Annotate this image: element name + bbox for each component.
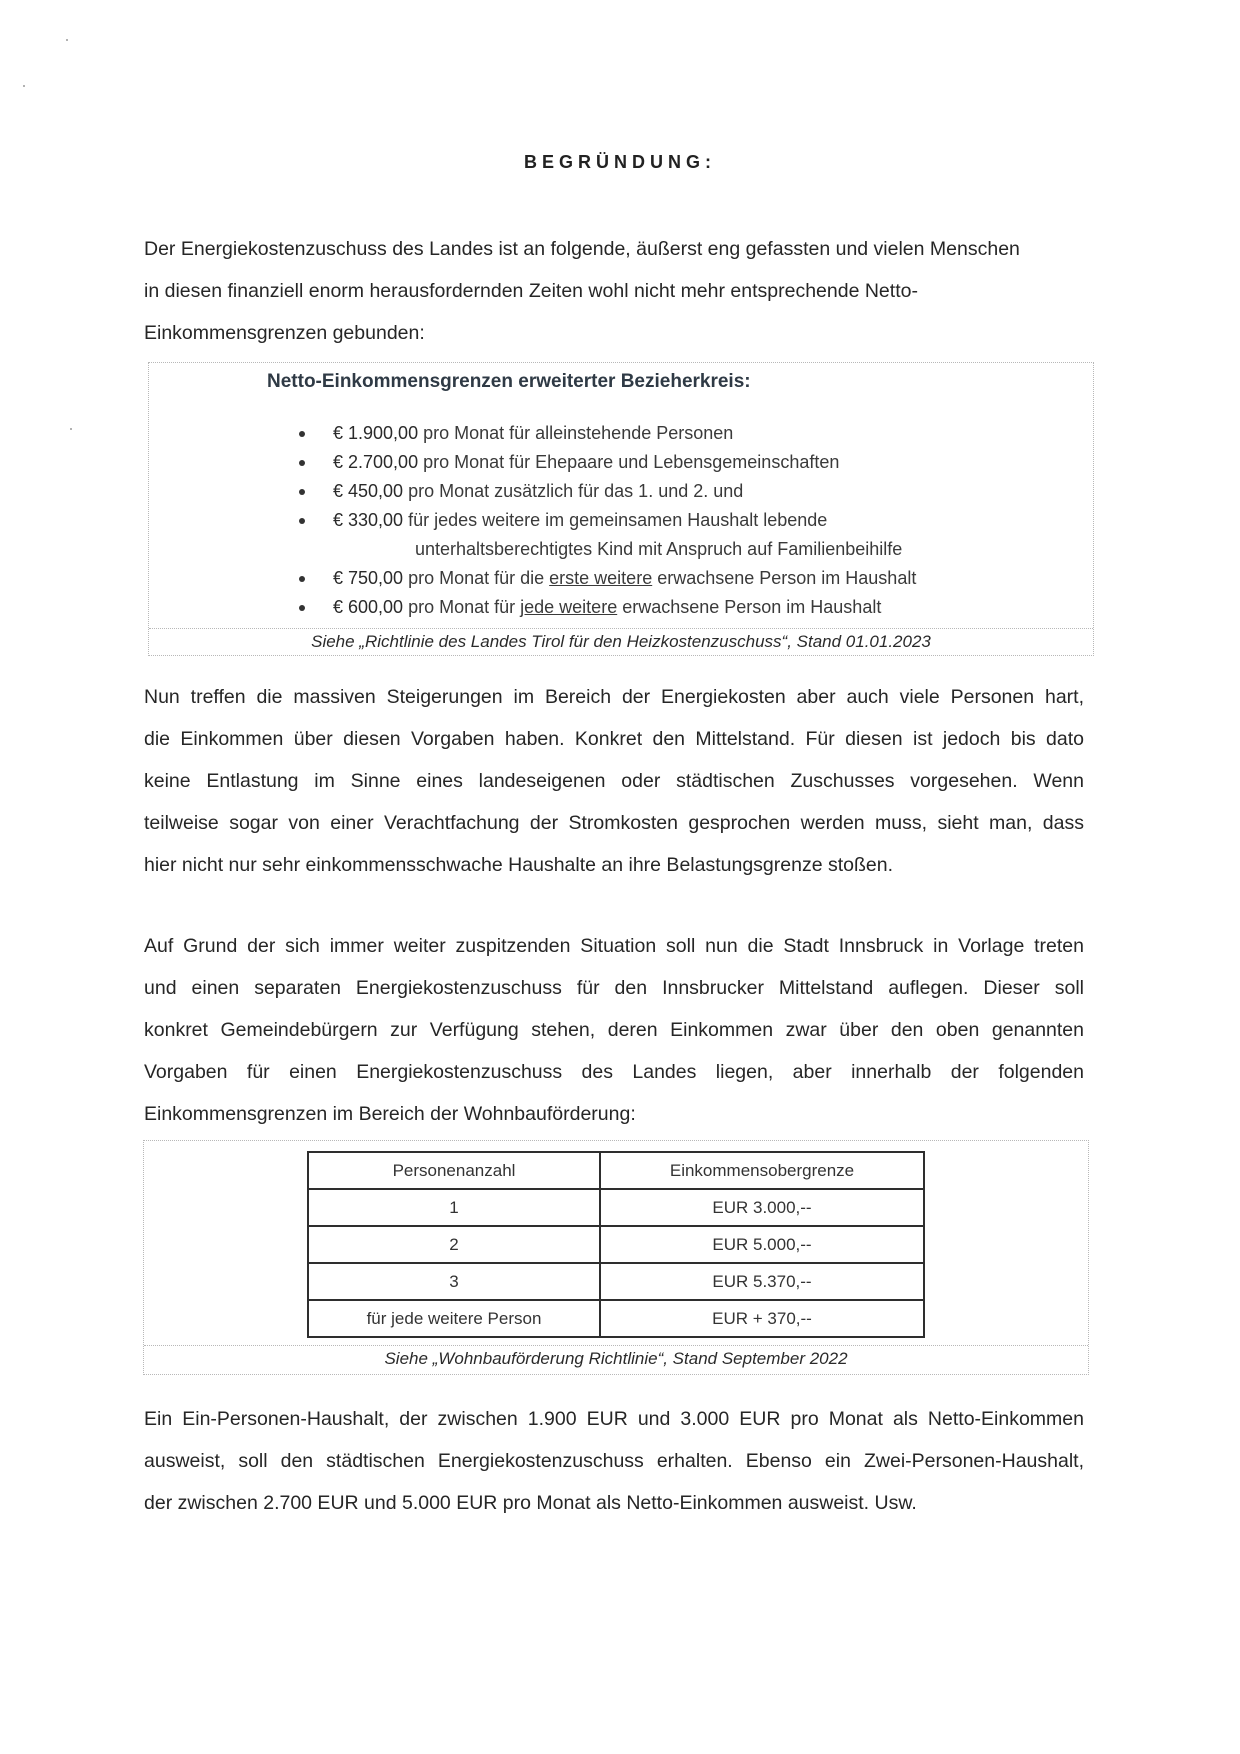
intro-paragraph [144,228,1084,354]
column-header: Personenanzahl [308,1152,600,1189]
text-line: Auf Grund der sich immer weiter zuspitzenden Situation soll nun die Stadt Innsbruck in Vorlage treten [144,935,1084,957]
list-item [299,448,916,477]
text-line: teilweise sogar von einer Verachtfachung der Stromkosten gesprochen werden muss, sieht man, dass [144,812,1084,834]
text-line: Der Energiekostenzuschuss des Landes ist an folgende, äußerst eng gefassten und vielen Menschen [144,238,1020,260]
text-line: die Einkommen über diesen Vorgaben haben. Konkret den Mittelstand. Für diesen ist jedoch bis dato [144,728,1084,750]
list-item [299,477,916,506]
bullet-icon [299,605,305,611]
table-cell: EUR 3.000,-- [600,1189,924,1226]
text-line: der zwischen 2.700 EUR und 5.000 EUR pro Monat als Netto-Einkommen ausweist. Usw. [144,1492,917,1514]
amount: € 750,00 [333,568,404,588]
table-row [308,1189,924,1226]
list-item [299,593,916,622]
paragraph-example [144,1398,1084,1524]
text-line: Einkommensgrenzen im Bereich der Wohnbauförderung: [144,1103,636,1125]
amount: € 330,00 [333,510,404,530]
table-row [308,1263,924,1300]
bullet-icon [299,431,305,437]
underlined-text: jede weitere [520,597,618,617]
bullet-icon [299,489,305,495]
box-heading: Netto-Einkommensgrenzen erweiterter Bezieherkreis: [267,371,751,392]
table-cell: 2 [308,1226,600,1263]
table-cell: 1 [308,1189,600,1226]
item-continuation: unterhaltsberechtigtes Kind mit Anspruch auf Familienbeihilfe [415,539,903,559]
scan-artifact [66,39,68,41]
table-cell: EUR 5.000,-- [600,1226,924,1263]
underlined-text: erste weitere [549,568,653,588]
text-line: hier nicht nur sehr einkommensschwache Haushalte an ihre Belastungsgrenze stoßen. [144,854,893,876]
list-item [299,564,916,593]
bullet-icon [299,460,305,466]
list-item [299,419,916,448]
table-cell: EUR + 370,-- [600,1300,924,1337]
item-text: erwachsene Person im Haushalt [617,597,882,617]
text-line: konkret Gemeindebürgern zur Verfügung stehen, deren Einkommen zwar über den oben genannten [144,1019,1084,1041]
item-text: erwachsene Person im Haushalt [652,568,917,588]
amount: € 2.700,00 [333,452,419,472]
source-caption: Siehe „Wohnbauförderung Richtlinie“, Stand September 2022 [144,1345,1088,1374]
table-header-row [308,1152,924,1189]
amount: € 1.900,00 [333,423,419,443]
bullet-icon [299,576,305,582]
item-text: pro Monat für alleinstehende Personen [418,423,734,443]
income-limits-list [299,419,916,622]
amount: € 450,00 [333,481,404,501]
table-cell: EUR 5.370,-- [600,1263,924,1300]
text-line: in diesen finanziell enorm herausfordernden Zeiten wohl nicht mehr entsprechende Netto- [144,280,918,302]
scan-artifact [23,85,25,87]
paragraph-midclass [144,676,1084,886]
column-header: Einkommensobergrenze [600,1152,924,1189]
list-item [299,506,916,564]
table-row [308,1226,924,1263]
bullet-icon [299,518,305,524]
source-caption: Siehe „Richtlinie des Landes Tirol für den Heizkostenzuschuss“, Stand 01.01.2023 [149,628,1093,655]
item-text: pro Monat für Ehepaare und Lebensgemeinschaften [418,452,840,472]
text-line: Vorgaben für einen Energiekostenzuschuss des Landes liegen, aber innerhalb der folgenden [144,1061,1084,1083]
table-cell: 3 [308,1263,600,1300]
paragraph-proposal [144,925,1084,1135]
item-text: pro Monat für die [403,568,550,588]
text-line: Einkommensgrenzen gebunden: [144,322,425,344]
text-line: ausweist, soll den städtischen Energiekostenzuschuss erhalten. Ebenso ein Zwei-Personen-Haushalt, [144,1450,1084,1472]
text-line: Nun treffen die massiven Steigerungen im Bereich der Energiekosten aber auch viele Personen hart, [144,686,1084,708]
item-text: pro Monat für [403,597,521,617]
wbf-income-limits-box [143,1140,1089,1375]
text-line: und einen separaten Energiekostenzuschuss für den Innsbrucker Mittelstand auflegen. Dieser soll [144,977,1084,999]
text-line: keine Entlastung im Sinne eines landeseigenen oder städtischen Zuschusses vorgesehen. Wenn [144,770,1084,792]
page-title: BEGRÜNDUNG: [524,152,716,172]
amount: € 600,00 [333,597,404,617]
text-line: Ein Ein-Personen-Haushalt, der zwischen 1.900 EUR und 3.000 EUR pro Monat als Netto-Einkommen [144,1408,1084,1430]
income-limits-table [307,1151,925,1338]
scan-artifact [70,428,72,430]
table-cell: für jede weitere Person [308,1300,600,1337]
land-income-limits-box [148,362,1094,656]
item-text: pro Monat zusätzlich für das 1. und 2. und [403,481,744,501]
item-text: für jedes weitere im gemeinsamen Haushalt lebende [403,510,828,530]
table-row [308,1300,924,1337]
